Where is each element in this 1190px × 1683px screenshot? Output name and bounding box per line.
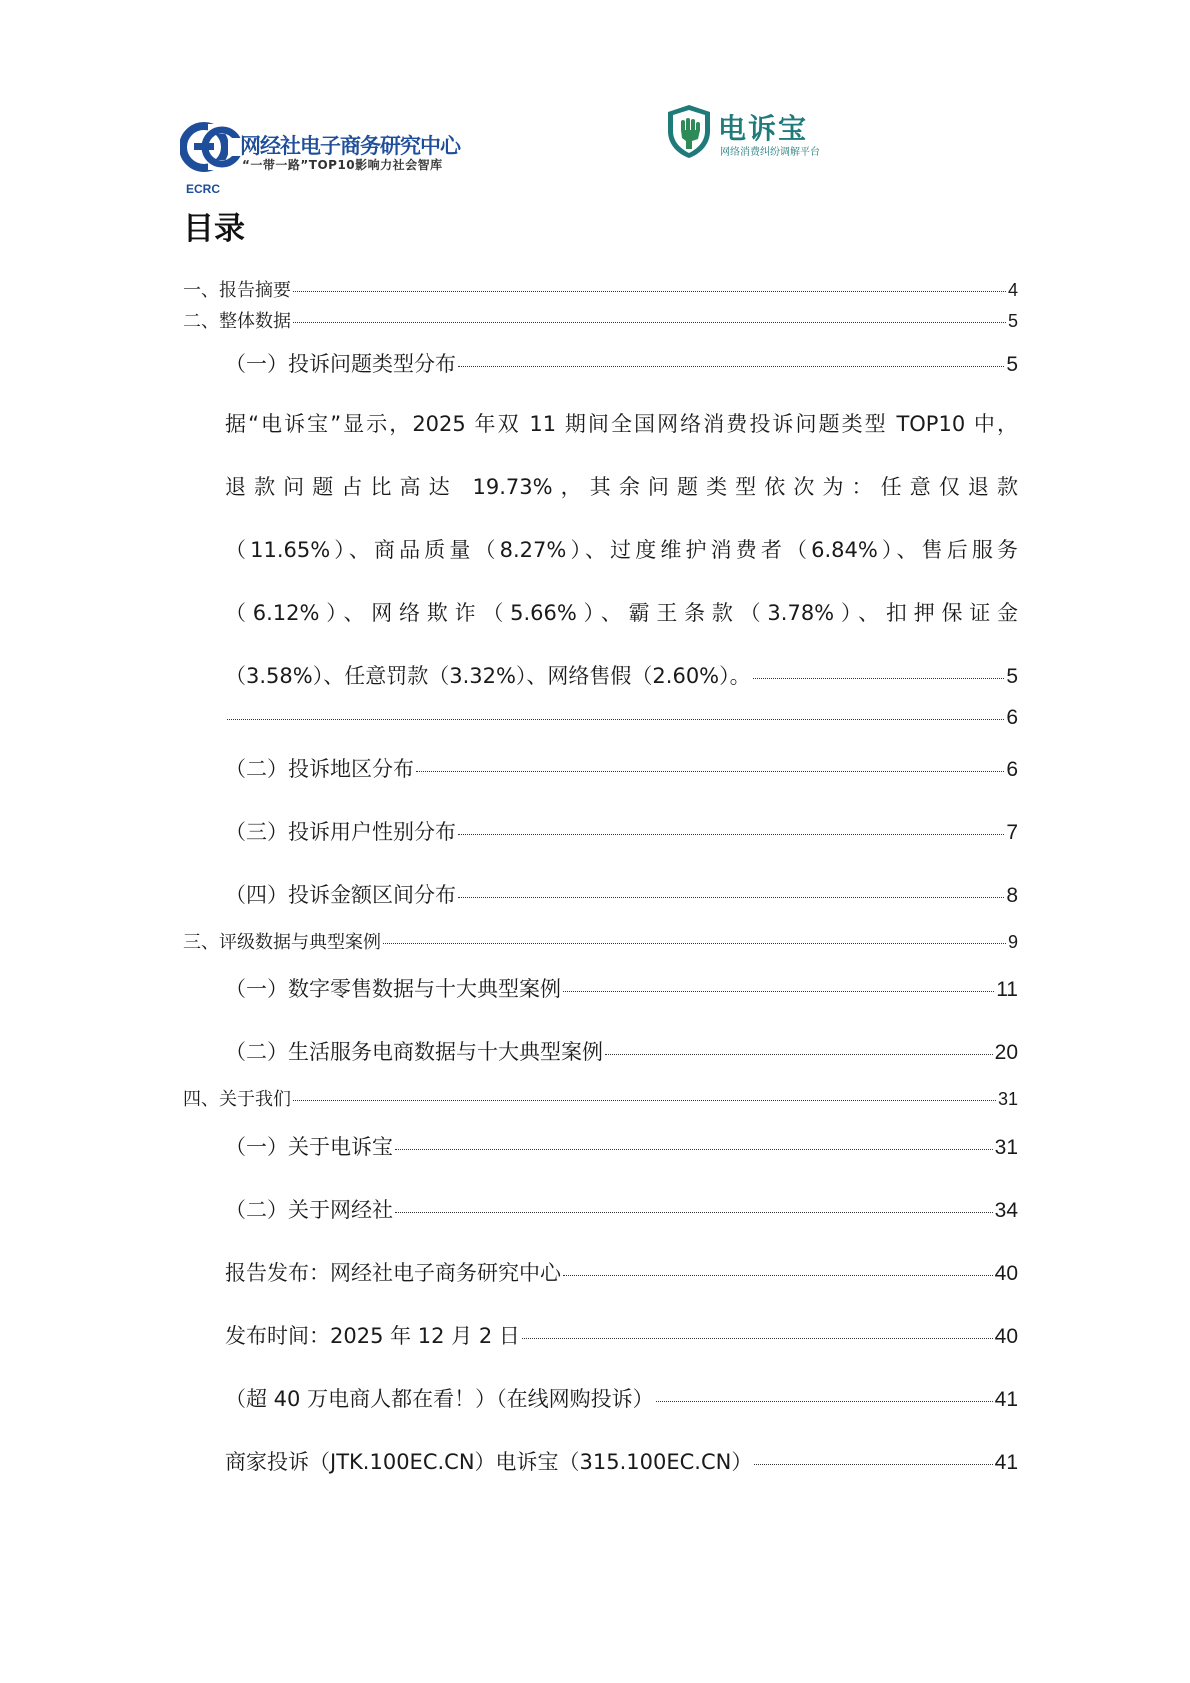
page-header [0, 98, 1190, 196]
toc-entry-label: （一）数字零售数据与十大典型案例 [225, 977, 561, 1001]
ecrc-tagline: “一带一路”TOP10影响力社会智库 [242, 158, 443, 172]
toc-entry-page: 40 [994, 1262, 1018, 1285]
toc-entry-page: 7 [1006, 821, 1018, 844]
toc-leader [563, 1275, 993, 1276]
toc-entry-page: 40 [994, 1325, 1018, 1348]
toc-entry[interactable] [225, 1257, 1018, 1287]
toc-leader [458, 834, 1004, 835]
dianshubao-logo [666, 103, 856, 163]
toc-entry-label: （一）投诉问题类型分布 [225, 352, 456, 376]
toc-leader [416, 771, 1004, 772]
ecrc-logo-mark-icon [180, 118, 242, 180]
toc-entry-label: （二）投诉地区分布 [225, 757, 414, 781]
toc-entry-page: 5 [1007, 311, 1018, 331]
toc-leader [293, 291, 1006, 292]
toc-heading: 目录 [183, 211, 245, 247]
paragraph-line: （6.12%）、网络欺诈（5.66%）、霸王条款（3.78%）、扣押保证金 [225, 601, 1018, 625]
shield-fist-icon [666, 103, 712, 159]
toc-entry-page: 41 [994, 1388, 1018, 1411]
toc-entry-page: 6 [1006, 758, 1018, 781]
dianshubao-subtitle: 网络消费纠纷调解平台 [720, 147, 820, 158]
toc-entry[interactable] [183, 928, 1018, 954]
ecrc-logo [180, 118, 500, 196]
toc-entry-page: 5 [1006, 665, 1018, 688]
dianshubao-title: 电诉宝 [718, 112, 809, 145]
toc-entry-page: 34 [994, 1199, 1018, 1222]
toc-leader [383, 943, 1006, 944]
toc-entry[interactable] [225, 816, 1018, 846]
paragraph-line: 退款问题占比高达 19.73%，其余问题类型依次为：任意仅退款 [225, 475, 1018, 499]
toc-entry-label: 一、报告摘要 [183, 280, 291, 301]
toc-leader [605, 1054, 993, 1055]
toc-entry[interactable] [225, 1131, 1018, 1161]
toc-entry[interactable] [183, 1085, 1018, 1111]
toc-entry-label: （四）投诉金额区间分布 [225, 883, 456, 907]
paragraph-last-line [225, 660, 1018, 690]
toc-leader [293, 322, 1006, 323]
toc-entry[interactable] [225, 753, 1018, 783]
toc-leader [753, 678, 1005, 679]
paragraph-line: （3.58%）、任意罚款（3.32%）、网络售假（2.60%）。 [225, 664, 751, 688]
toc-leader [395, 1212, 993, 1213]
toc-entry-page: 9 [1007, 932, 1018, 952]
toc-entry-page: 31 [994, 1136, 1018, 1159]
toc-entry-page: 4 [1007, 280, 1018, 300]
ecrc-abbr: ECRC [186, 182, 221, 196]
toc-entry-page: 31 [997, 1089, 1018, 1109]
toc-entry-label: 四、关于我们 [183, 1089, 291, 1110]
toc-entry[interactable] [225, 1446, 1018, 1476]
toc-leader [754, 1464, 992, 1465]
toc-entry[interactable] [225, 1194, 1018, 1224]
ecrc-title: 网经社电子商务研究中心 [240, 134, 460, 158]
toc-entry[interactable] [225, 348, 1018, 378]
toc-entry-page: 8 [1006, 884, 1018, 907]
toc-entry-label: （超 40 万电商人都在看！）（在线网购投诉） [225, 1387, 654, 1411]
toc-leader [656, 1401, 993, 1402]
toc-entry-page: 41 [994, 1451, 1018, 1474]
toc-leader [458, 366, 1004, 367]
toc-entry[interactable] [225, 879, 1018, 909]
toc-entry-label: （三）投诉用户性别分布 [225, 820, 456, 844]
toc-entry-label: （二）关于网经社 [225, 1198, 393, 1222]
toc-entry[interactable] [225, 973, 1018, 1003]
toc-leader [293, 1100, 996, 1101]
toc-entry-label: 三、评级数据与典型案例 [183, 932, 381, 953]
toc-leader [522, 1338, 993, 1339]
toc-entry-page: 6 [1006, 706, 1018, 729]
toc-leader [395, 1149, 993, 1150]
paragraph-line: （11.65%）、商品质量（8.27%）、过度维护消费者（6.84%）、售后服务 [225, 538, 1018, 562]
toc-entry-page: 5 [1006, 353, 1018, 376]
toc-leader [458, 897, 1004, 898]
toc-entry-page: 11 [996, 978, 1018, 1001]
toc-entry-label: （二）生活服务电商数据与十大典型案例 [225, 1040, 603, 1064]
toc-leader [227, 719, 1004, 720]
toc-continuation-line[interactable] [225, 706, 1018, 730]
toc-entry[interactable] [225, 1320, 1018, 1350]
toc-entry-label: 商家投诉（JTK.100EC.CN）电诉宝（315.100EC.CN） [225, 1450, 753, 1474]
toc-entry-label: 发布时间：2025 年 12 月 2 日 [225, 1324, 520, 1348]
toc-entry[interactable] [183, 307, 1018, 333]
toc-entry-page: 20 [994, 1041, 1018, 1064]
toc-entry[interactable] [225, 1036, 1018, 1066]
toc-leader [563, 991, 994, 992]
toc-entry[interactable] [183, 276, 1018, 302]
paragraph-line: 据“电诉宝”显示，2025 年双 11 期间全国网络消费投诉问题类型 TOP10 中， [225, 412, 1018, 436]
toc-entry[interactable] [225, 1383, 1018, 1413]
toc-entry-label: （一）关于电诉宝 [225, 1135, 393, 1159]
toc-entry-label: 报告发布：网经社电子商务研究中心 [225, 1261, 561, 1285]
toc-entry-label: 二、整体数据 [183, 311, 291, 332]
